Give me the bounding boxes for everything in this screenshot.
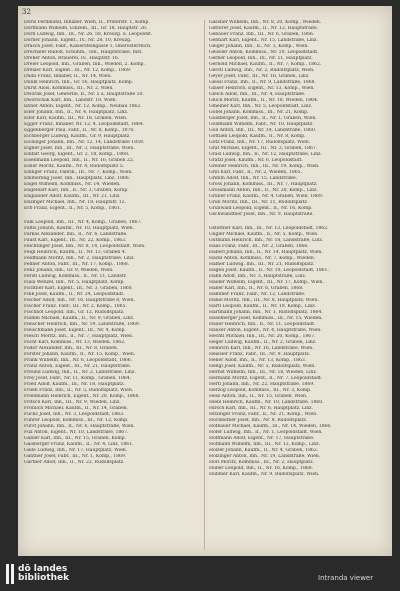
directory-entry: Feigl Heinrich, Kaufm., II., Nr. 13, Graben 4.	[24, 250, 127, 255]
directory-entry: Drexler Karl, Eigent., III., Nr. 12, Komp., 1869.	[24, 68, 132, 73]
directory-entry: Gaisberger Franz, Kaufm., II., Nr. 4, Linz, 1861.	[24, 442, 134, 447]
directory-entry: Hofer Ludwig, Inh., II., Nr. 1, Leopoldstadt, Wien.	[209, 430, 323, 435]
directory-entry: Gmeiner Karl, Inh., Nr. 5, Leopoldstadt, Linz.	[209, 104, 313, 109]
directory-entry: Giessl Franz, Inh., II., Nr. 9, Landstraße, 1868.	[209, 80, 316, 85]
directory-entry: Fischer Adolf, Inh., Nr. 16, Hauptstraße 8, Wien.	[24, 298, 135, 303]
entry-block	[209, 20, 384, 218]
logo-bars-icon	[6, 564, 14, 584]
directory-entry: Gross Johann, Kommiss., III., Nr. 7, Hauptplatz.	[209, 182, 318, 187]
directory-entry: Hubmer Karl, Kaufm., Nr. 9, Rudolfsplatz, Wien.	[209, 472, 320, 477]
directory-entry: Hochleitner Josef, Inh., Nr. 8, Rudolfsplatz.	[209, 418, 308, 423]
directory-entry: Gartner Adolf, Inh., II., Nr. 22, Rudolfsplatz.	[24, 460, 125, 465]
directory-entry: Gerhold Michael, Kaufm., II., Nr. 7, Komp., 1862.	[209, 62, 322, 67]
logo-line-2: bibliothek	[18, 573, 70, 583]
directory-entry: Haberl Johann, Inh., II., Nr. 14, Hauptplatz, Wien.	[209, 250, 323, 255]
directory-entry: Drasch Josef, Fabr., Kaisersteingasse 1, Oberösterreich.	[24, 44, 152, 49]
directory-entry: Geyer Josef, Fabr., III., Nr. 16, Graben, Linz.	[209, 74, 310, 79]
directory-entry: Herzog Leopold, Kommiss., III., Nr. 3, Komp.	[209, 388, 312, 393]
directory-entry: Dorner Johann, Eigent., IV., Nr. 28. 10, Kreuzg.	[24, 38, 132, 43]
directory-entry: Hofmann Wilhelm, Inh., III., Nr. 12, Komp., Linz.	[209, 442, 320, 447]
directory-entry: Grossmann Anton, Inh., II., Nr. 20, Komp., Linz.	[209, 188, 318, 193]
directory-entry: Dorfmann Wilhelm, Einzelh., III., Gr. 18, Hauptstr. 26.	[24, 26, 148, 31]
directory-entry: Fleischer Heinrich, Inh., Nr. 19, Landstraße, 1869.	[24, 322, 141, 327]
directory-entry: Dreher Anton, Brauerei, IV., Hauptstr. 16.	[24, 56, 120, 61]
directory-entry: Gallé Ludwig, Inh., Nr. 17, Hauptplatz, Wien.	[24, 448, 128, 453]
directory-entry: Duda Franz, Inhaber, II., Nr. 14, Wien.	[24, 74, 112, 79]
directory-entry: Hafner Ludwig, Inh., III., Nr. 21, Rudolfsplatz.	[209, 262, 315, 267]
directory-entry: Hartl Leopold, Kaufm., II., Nr. 19, Komp., Linz.	[209, 304, 316, 309]
directory-entry: Hofbauer Michael, Kaufm., III., Nr. 14, Wieden, 1866.	[209, 424, 332, 429]
directory-entry: Geiger Johann, Inh., II., Nr. 3, Komp., Wien.	[209, 44, 309, 49]
directory-entry: Drechsler Rudolf, Schuhm., Teil., Hauptstraße, Inst.	[24, 50, 143, 55]
directory-entry: Fiala Wenzel, Inh., Nr. 5, Hauptplatz, Komp.	[24, 280, 125, 285]
directory-entry: Gassner Wilhelm, Inh., Nr. 8, 20, Komp., Wieden.	[209, 20, 322, 25]
directory-entry: Eggenberger Paul, Fabr., II., Nr. 8, Komp., 1870.	[24, 128, 135, 133]
directory-entry: Grasl Ludwig, Inh., II., Nr. 12, Hauptstraße, Linz.	[209, 152, 322, 157]
directory-entry: Holzinger Anton, Inh., Nr. 19, Landstraße, Wien.	[209, 454, 321, 459]
directory-entry: Hoffmann Adolf, Eigent., Nr. 17, Hauptstraße.	[209, 436, 315, 441]
directory-entry: Fenz Johann, Inh., Gr. 9, Wieden, Wien.	[24, 268, 114, 273]
directory-entry: Dorn Ludwig, Inh., III., Nr. 26. 58, Kreuzg. u. Leopoldst.	[24, 32, 153, 37]
directory-entry: Holzer Johann, Kaufm., II., Nr. 4, Graben, 1862.	[209, 448, 319, 453]
directory-entry: Götz Franz, Inh., Nr. 17, Rudolfsplatz, Wien.	[209, 140, 311, 145]
directory-entry: Haider Wilhelm, Eigent., III., Nr. 17, Komp., Wien.	[209, 280, 324, 285]
directory-entry: Gleich Adolf, Inh., III., Nr. 4, Hauptstraße.	[209, 92, 306, 97]
directory-entry: Dreier Leopold, Inh., Graben, Inh., Wieden, 2. Komp.	[24, 62, 145, 67]
directory-entry: Gebhart Karl, Eigent., Nr. 15, Landstraße, Linz.	[209, 38, 318, 43]
logo-line-1: dō landes	[18, 564, 68, 574]
directory-entry: Gerber Leopold, Inh., III., Nr. 11, Hauptplatz.	[209, 56, 313, 61]
directory-entry: Engländer Adolf, Kaufm., III., Nr. 21, Linz.	[24, 194, 121, 199]
directory-entry: Enzinger Michael, Inh., Nr. 18, Hauptstr. 12.	[24, 200, 126, 205]
directory-entry: Gruber Franz, Kaufm., Nr. 4, Graben, Wien, 1869.	[209, 194, 324, 199]
directory-entry: Franz Anton, Eigent., III., Nr. 21, Hauptstraße.	[24, 364, 132, 369]
directory-entry: Erb Franz, Eigent., II., Nr. 5, Komp., 1861.	[24, 206, 122, 211]
directory-entry: Gutmann Heinrich, Inh., Nr. 18, Landstraße, Linz.	[209, 238, 324, 243]
directory-entry: Hauser Anton, Eigent., Nr. 4, Hauptstraße, Wien.	[209, 328, 322, 333]
directory-entry: Hengl Josef, Kaufm., Nr. 5, Rudolfsplatz, Wien.	[209, 364, 316, 369]
directory-entry: Grün Moritz, Inh., III., Nr. 11, Rudolfsplatz.	[209, 200, 309, 205]
directory-entry: Haselberger Josef, Kommiss., III., Nr. 15, Wieden.	[209, 316, 323, 321]
entry-block	[24, 20, 199, 212]
directory-entry: Feldmann Moritz, Inh., Nr. 2, Hauptstraße, Linz.	[24, 256, 135, 261]
directory-entry: Doris Ferdinand, Inhaber, Wien, II., Praterstr. 1, Komp.	[24, 20, 150, 25]
directory-entry: Dworschak Karl, Inh., Landstr. 18. Wien.	[24, 98, 117, 103]
directory-entry: Fürst Johann, Inh., II., Nr. 6, Hauptstraße, Wien.	[24, 424, 135, 429]
directory-entry: Eisenmann Leopold, Inh., II., Nr. 16, Graben 22.	[24, 158, 135, 163]
directory-entry: Fuchs Josef, Inh., Nr. 3, Leopoldstadt, 1863.	[24, 412, 125, 417]
directory-entry: Dunkl Heinrich, Inh., Gr. 16, Hauptplatz, Komp.	[24, 80, 134, 85]
directory-entry: Flesch Moritz, Inh., II., Nr. 7, Hauptplatz, Wien.	[24, 334, 134, 339]
directory-entry: Glaser Heinrich, Eigent., Nr. 13, Komp., Wien.	[209, 86, 315, 91]
directory-entry: Hörl Moritz, Kommiss., III., Nr. 2, Hauptplatz.	[209, 460, 314, 465]
directory-entry: Hammer Franz, Fabr., Nr. 12, Landstraße.	[209, 292, 306, 297]
directory-entry: Engel Wilhelm, Kommiss., Nr. 14, Wieden.	[24, 182, 121, 187]
directory-entry: Fichtner Karl, Eigent., III., Nr. 3, Graben, 1860.	[24, 286, 133, 291]
entry-block	[209, 226, 384, 478]
directory-entry: Hertl Johann, Inh., Nr. 22, Hauptstraße, 1869.	[209, 382, 315, 387]
directory-entry: Fink Josef, Kaufm., II., Nr. 24, Leopoldstadt.	[24, 292, 125, 297]
directory-entry: Führer Leopold, Kommiss., III., Nr. 12, Komp.	[24, 418, 129, 423]
entry-block	[24, 220, 199, 466]
directory-entry: Gabler Karl, Inh., III., Nr. 15, Graben, Komp.	[24, 436, 126, 441]
directory-entry: Gebauer Franz, Inh., III., Nr. 6, Graben, 1866.	[209, 32, 315, 37]
page-number: 32	[22, 8, 31, 16]
directory-entry: Haller Karl, Inh., II., Nr. 6, Graben, 1868.	[209, 286, 304, 291]
directory-entry: Greiner Heinrich, Inh., III., Nr. 19, Komp., Wien.	[209, 164, 320, 169]
directory-entry: Flamm Michael, Kaufm., II., Nr. 9, Graben, Linz.	[24, 316, 135, 321]
directory-entry: Eichberger Ludwig, Kaufm., Gr. 9, Hauptplatz.	[24, 134, 131, 139]
directory-entry: Freund Ludwig, Inh., II., Nr. 2, Landstraße, Linz.	[24, 370, 136, 375]
directory-entry: Fellner Anton, Fabr., III., Nr. 17, Komp., 1868.	[24, 262, 130, 267]
directory-entry: Hahn Adolf, Inh., Nr. 3, Hauptstraße, Linz.	[209, 274, 307, 279]
directory-entry: Hagen Josef, Kaufm., II., Nr. 10, Leopoldstadt, 1861.	[209, 268, 329, 273]
scanned-page	[18, 6, 392, 556]
directory-entry: Hackl Anton, Kommiss., Nr. 7, Komp., Wieden.	[209, 256, 316, 261]
directory-entry: Ellinger Franz, Fabrik., III., Nr. 7, Komp., Wien.	[24, 170, 133, 175]
directory-entry: Gschwandtner Josef, Inh., Nr. 9, Hauptstraße.	[209, 212, 314, 217]
directory-entry: Friedmann Heinrich, Eigent., Nr. 20, Komp., 1868.	[24, 394, 140, 399]
directory-entry: Goldberger Josef, Inh., II., Nr. 1, Graben, Wien.	[209, 116, 317, 121]
directory-entry: Frank Wilhelm, Inh., Nr. 6, Leopoldstadt, 1866.	[24, 358, 133, 363]
directory-entry: Focht Karl, Kommiss., Nr. 13, Wieden, 1862.	[24, 340, 126, 345]
directory-entry: Hermann Moritz, Eigent., II., Nr. 7, Leopoldstadt.	[209, 376, 323, 381]
left-column	[24, 20, 199, 474]
directory-entry: Grimm Adolf, Inh., Nr. 15, Landstraße.	[209, 176, 298, 181]
right-column	[209, 20, 384, 486]
directory-entry: Friedl Franz, Inh., II., Nr. 5, Rudolfsplatz, Wien.	[24, 388, 134, 393]
directory-entry: Gerstl Ludwig, Inh., Nr. 2, Rudolfsplatz, Wien.	[209, 68, 315, 73]
directory-entry: Göbel Johann, Kommiss., III., Nr. 21, Komp.	[209, 110, 309, 115]
directory-entry: Dworak Josef, Gewerbe, II., Nr. 5 a, Hauptstraße 10.	[24, 92, 144, 97]
directory-entry: Faltis Johann, Kaufm., Nr. 10, Hauptplatz, Wien.	[24, 226, 134, 231]
directory-entry: Durst Alois, Kommiss., III., Nr. 2, Wien.	[24, 86, 114, 91]
directory-entry: Faust Karl, Eigent., III., Nr. 22, Komp., 1863.	[24, 238, 127, 243]
directory-entry: Gantner Josef, Fabr., III., Nr. 1, Komp., 1869.	[24, 454, 127, 459]
directory-entry: Geissler Anton, Kommiss., Nr. 19, Leopoldstadt.	[209, 50, 319, 55]
directory-entry: Fux Anton, Eigent., Nr. 10, Landstraße, 1867.	[24, 430, 129, 435]
directory-entry: Goldmann Wilhelm, Fabr., Nr. 10, Hauptplatz.	[209, 122, 314, 127]
directory-entry: Egger Franz, Inhaber, Nr. 12, 4, Leopoldstadt, 1864.	[24, 122, 144, 127]
directory-entry: Grill Karl, Fabr., II., Nr. 2, Wieden, 1865.	[209, 170, 302, 175]
directory-entry: Fischer Franz, Fabr., III., Nr. 2, Komp., 1865.	[24, 304, 127, 309]
directory-entry: Ebner Anton, Eigent., Nr. 12, Komp., Neubau 1862.	[24, 104, 142, 109]
directory-entry: Falk Leopold, Inh., III., Nr. 4, Komp., Graben, 1867.	[24, 220, 142, 225]
directory-entry: Emmerling Josef, Inh., Hauptplatz, Linz, 1866.	[24, 176, 131, 181]
directory-entry: Hitzinger Franz, Fabr., II., Nr. 21, Komp., Wien.	[209, 412, 318, 417]
directory-entry: Gratzl Josef, Kaufm., Nr. 6, Leopoldstadt.	[209, 158, 303, 163]
directory-entry: Grünwald Leopold, Eigent., II., Nr. 16, Komp.	[209, 206, 313, 211]
directory-entry: Huber Leopold, Inh., II., Nr. 16, Komp., 1868.	[209, 466, 313, 471]
directory-entry: Herbst Wilhelm, Inh., III., Nr. 18, Wieden, Linz.	[209, 370, 318, 375]
directory-entry: Eigner Josef, Inh., III., Nr. 3, Hauptstraße, Wien.	[24, 146, 135, 151]
directory-entry: Haas Franz, Fabr., III., Nr. 2, Graben, 1866.	[209, 244, 309, 249]
directory-entry: Hirsch Karl, Inh., III., Nr. 6, Hauptplatz, Linz.	[209, 406, 313, 411]
directory-entry: Eder Karl, Kaufm., III., Nr. 18, Graben, Wien.	[24, 116, 128, 121]
directory-entry: Gatterer Josef, Kaufm., II., Nr. 12, Hauptstraße.	[209, 26, 318, 31]
directory-entry: Förster Johann, Kaufm., II., Nr. 15, Komp., Wien.	[24, 352, 136, 357]
directory-entry: Farkas Alexander, Inh., II., Nr. 6, Landstraße.	[24, 232, 128, 237]
directory-entry: Fried Adolf, Kaufm., III., Nr. 18, Hauptplatz.	[24, 382, 125, 387]
directory-entry: Eisler Moritz, Kaufm., Nr. 4, Rudolfsplatz 5.	[24, 164, 125, 169]
directory-entry: Fodor Alexander, Inh., III., Nr. 8, Graben.	[24, 346, 119, 351]
directory-entry: Heinrich Karl, Inh., Nr. 16, Landstraße, Wien.	[209, 346, 314, 351]
directory-entry: Hiebl Heinrich, Kaufm., Nr. 10, Landstraße, 1860.	[209, 400, 324, 405]
directory-entry: Gstettner Karl, Inh., III., Nr. 13, Leopoldstadt, 1862.	[209, 226, 329, 231]
directory-entry: Heger Ludwig, Kaufm., II., Nr. 2, Graben, Linz.	[209, 340, 317, 345]
logo-text	[18, 565, 69, 583]
directory-entry: Eder Johann, Inh., II., Nr. 4, Hauptplatz, Linz.	[24, 110, 129, 115]
directory-entry: Engelhart Karl, Inh., II., Nr. 3, Graben, Komp.	[24, 188, 129, 193]
intranda-viewer-link[interactable]: Intranda viewer	[318, 574, 374, 582]
landesbibliothek-logo[interactable]	[6, 564, 69, 584]
directory-entry: Fröhlich Michael, Kaufm., II., Nr. 14, Graben.	[24, 406, 128, 411]
directory-entry: Einfalt Georg, Eigent., Gr. 2, 18, Komp., 1868.	[24, 152, 130, 157]
directory-entry: Gugler Michael, Kaufm., II., Nr. 5, Komp., Wien.	[209, 232, 319, 237]
directory-entry: Feichtinger Josef, Inh., Nr. 8, 14, Leopoldstadt, Wien.	[24, 244, 146, 249]
directory-entry: Fritsch Karl, Inh., III., Nr. 9, Wieden, Linz.	[24, 400, 121, 405]
viewer-footer	[0, 558, 400, 591]
directory-entry: Hauer Heinrich, Inh., II., Nr. 11, Leopoldstadt.	[209, 322, 316, 327]
directory-entry: Graf Michael, Eigent., III., Nr. 3, Graben, 1867.	[209, 146, 318, 151]
directory-entry: Hanel Moritz, Inh., III., Nr. 8, Hauptplatz, Wien.	[209, 298, 319, 303]
directory-entry: Göll Anton, Inh., III., Nr. 14, Landstraße, 1860.	[209, 128, 317, 133]
directory-entry: Eichinger Johann, Inh., Nr. 12, 14, Landstraße 1859.	[24, 140, 145, 145]
directory-entry: Ferstl Ludwig, Kommiss., II., Nr. 11, Landstr.	[24, 274, 127, 279]
directory-entry: Hess Anton, Inh., II., Nr. 15, Graben, Wien.	[209, 394, 308, 399]
column-divider	[204, 20, 205, 550]
directory-entry: Glück Moritz, Kaufm., II., Nr. 18, Wieden, 1864.	[209, 98, 319, 103]
directory-entry: Hechtl Michael, Inh., III., Nr. 20, Komp., 1867.	[209, 334, 316, 339]
directory-entry: Gottlieb Leopold, Kaufm., II., Nr. 8, Komp.	[209, 134, 306, 139]
directory-entry: Fleischmann Josef, Eigent., III., Nr. 4, Komp.	[24, 328, 126, 333]
directory-entry: Heissler Franz, Fabr., III., Nr. 9, Hauptplatz.	[209, 352, 311, 357]
directory-entry: Hartmann Johann, Inh., Nr. 1, Rudolfsplatz, 1864.	[209, 310, 323, 315]
directory-entry: Frey Josef, Fabr., Nr. 11, Komp., Graben, 1864.	[24, 376, 132, 381]
directory-entry: Heller Adolf, Inh., II., Nr. 13, Komp., 1863.	[209, 358, 307, 363]
directory-entry: Fischhof Leopold, Inh., Gr. 12, Rudolfsplatz.	[24, 310, 125, 315]
